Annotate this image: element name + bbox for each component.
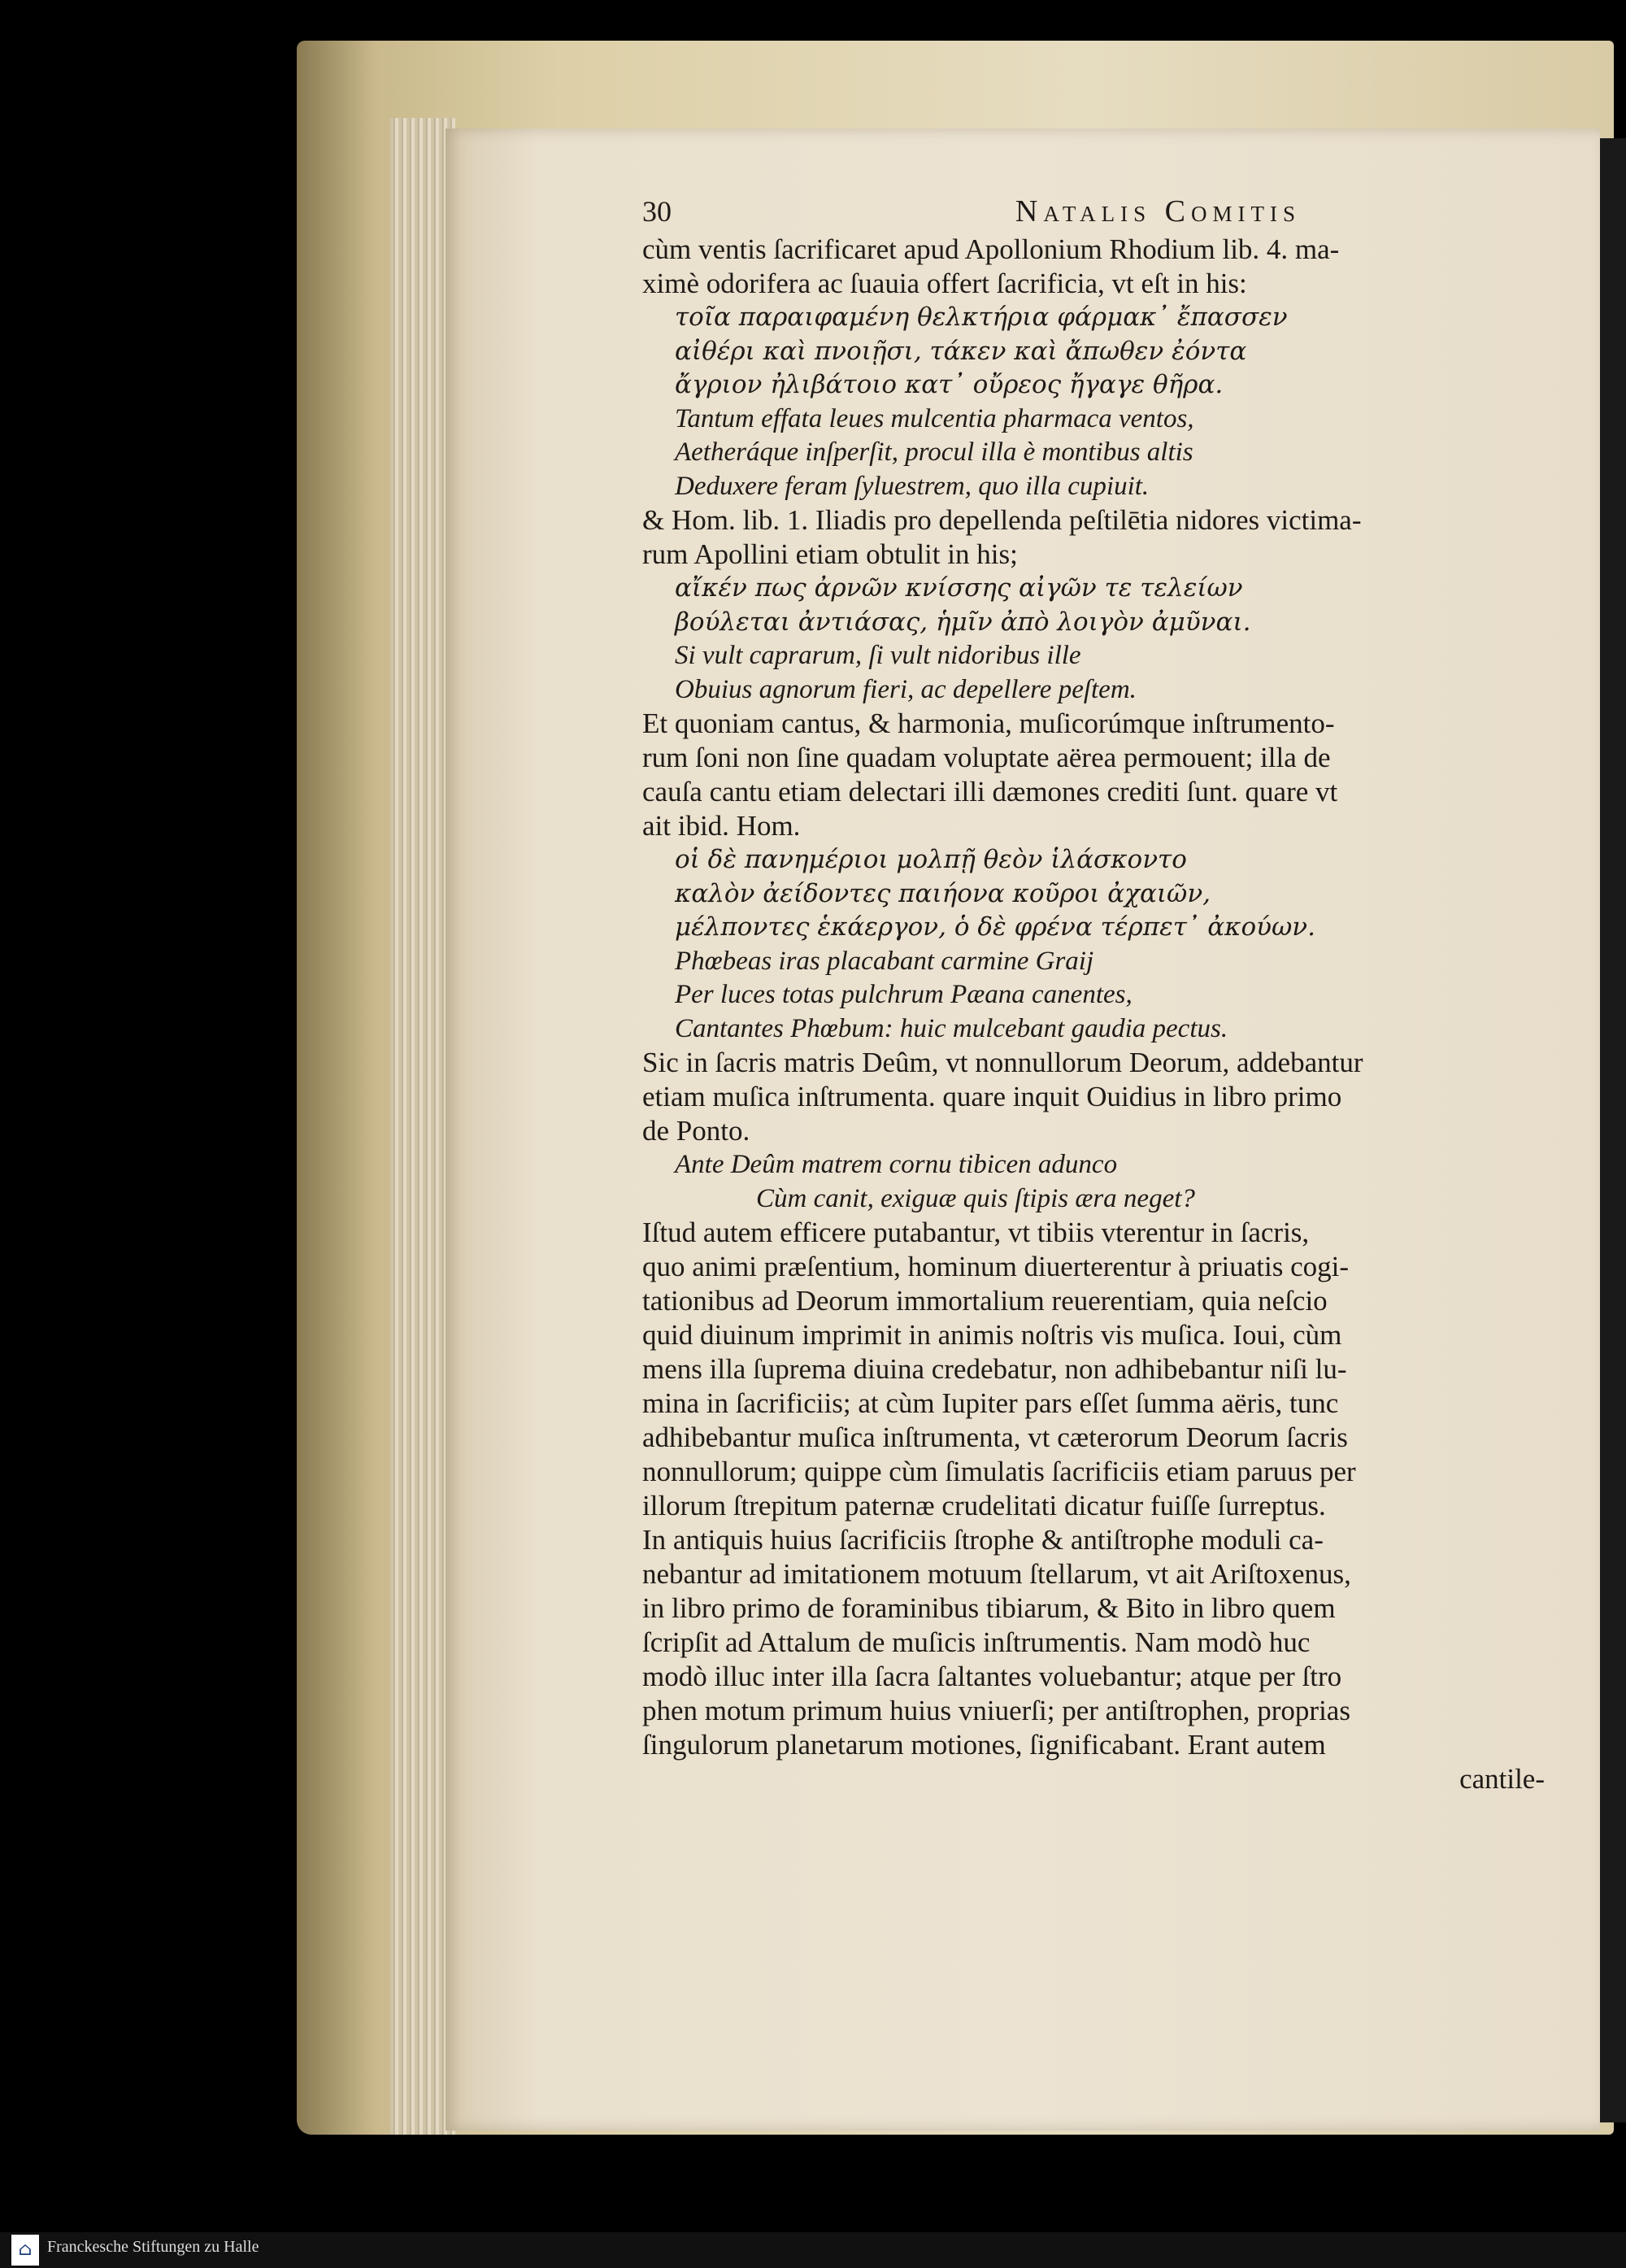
text-line: cùm ventis ſacrificaret apud Apollonium Rhodium lib. 4. ma- — [642, 233, 1340, 265]
latin-verse-line: Si vult caprarum, ſi vult nidoribus ille — [675, 641, 1081, 670]
text-line: modò illuc inter illa ſacra ſaltantes voluebantur; atque per ſtro — [642, 1661, 1342, 1692]
greek-verse-line: αἰθέρι καὶ πνοιῇσι, τάκεν καὶ ἄπωθεν ἐόντα — [675, 336, 1247, 366]
greek-verse-line: αἴκέν πως ἀρνῶν κνίσσης αἰγῶν τε τελείων — [675, 573, 1243, 603]
text-line: quo animi præſentium, hominum diuerterentur à priuatis cogi- — [642, 1251, 1349, 1282]
page-text-block — [642, 194, 1569, 1796]
greek-verse-line: οἱ δὲ πανημέριοι μολπῇ θεὸν ἱλάσκοντο — [675, 845, 1187, 874]
running-head-title: Natalis Comitis — [1015, 194, 1301, 229]
greek-verse-line: τοῖα παραιφαμένη θελκτήρια φάρμακ᾽ ἔπασσεν — [675, 303, 1288, 332]
text-line: Sic in ſacris matris Deûm, vt nonnullorum Deorum, addebantur — [642, 1047, 1363, 1078]
text-line: & Hom. lib. 1. Iliadis pro depellenda peſtilētia nidores victima- — [642, 504, 1362, 536]
text-line: rum Apollini etiam obtulit in his; — [642, 538, 1018, 570]
latin-verse-line: Deduxere feram ſyluestrem, quo illa cupiuit. — [675, 471, 1150, 501]
text-lines — [642, 233, 1569, 1762]
text-line: adhibebantur muſica inſtrumenta, vt cæterorum Deorum ſacris — [642, 1421, 1348, 1453]
latin-verse-line: Ante Deûm matrem cornu tibicen adunco — [675, 1150, 1118, 1179]
text-line: Iſtud autem efficere putabantur, vt tibiis vterentur in ſacris, — [642, 1217, 1310, 1248]
catchword: cantile- — [1459, 1763, 1545, 1795]
text-line: nonnullorum; quippe cùm ſimulatis ſacrificiis etiam paruus per — [642, 1456, 1356, 1487]
latin-verse-line: Aetheráque inſperſit, procul illa è montibus altis — [675, 437, 1193, 467]
latin-verse-line: Tantum effata leues mulcentia pharmaca ventos, — [675, 403, 1194, 433]
greek-verse-line: βούλεται ἀντιάσας, ἡμῖν ἀπὸ λοιγὸν ἀμῦναι. — [675, 607, 1251, 637]
text-line: cauſa cantu etiam delectari illi dæmones crediti ſunt. quare vt — [642, 776, 1338, 808]
text-line: illorum ſtrepitum paternæ crudelitati dicatur fuiſſe ſurreptus. — [642, 1490, 1326, 1521]
text-line: In antiquis huius ſacrificiis ſtrophe & antiſtrophe moduli ca- — [642, 1524, 1324, 1556]
text-line: mens illa ſuprema diuina credebatur, non adhibebantur niſi lu- — [642, 1353, 1347, 1385]
halle-foundation-logo-icon: ⌂ — [11, 2235, 39, 2266]
text-line: ſingulorum planetarum motiones, ſignificabant. Erant autem — [642, 1729, 1326, 1761]
text-line: nebantur ad imitationem motuum ſtellarum, vt ait Ariſtoxenus, — [642, 1558, 1351, 1590]
text-line: etiam muſica inſtrumenta. quare inquit Ouidius in libro primo — [642, 1081, 1342, 1112]
latin-verse-line: Cùm canit, exiguæ quis ſtipis æra neget? — [756, 1183, 1195, 1213]
text-line: ximè odorifera ac ſuauia offert ſacrificia, vt eſt in his: — [642, 268, 1247, 299]
text-line: ait ibid. Hom. — [642, 810, 801, 842]
facing-page-edge — [1600, 138, 1626, 2122]
text-line: mina in ſacrificiis; at cùm Iupiter pars eſſet ſumma aëris, tunc — [642, 1387, 1339, 1419]
page-number: 30 — [642, 195, 672, 228]
latin-verse-line: Cantantes Phœbum: huic mulcebant gaudia pectus. — [675, 1013, 1228, 1043]
text-line: in libro primo de foraminibus tibiarum, & Bito in libro quem — [642, 1592, 1336, 1624]
latin-verse-line: Phœbeas iras placabant carmine Graij — [675, 946, 1094, 976]
greek-verse-line: καλὸν ἀείδοντες παιήονα κοῦροι ἀχαιῶν, — [675, 878, 1211, 908]
text-line: phen motum primum huius vniuerſi; per antiſtrophen, proprias — [642, 1695, 1350, 1726]
greek-verse-line: μέλποντες ἑκάεργον, ὁ δὲ φρένα τέρπετ᾽ ἀκούων. — [675, 912, 1315, 942]
text-line: tationibus ad Deorum immortalium reuerentiam, quia neſcio — [642, 1285, 1328, 1317]
footer-institution: Franckesche Stiftungen zu Halle — [47, 2238, 259, 2256]
text-line: de Ponto. — [642, 1115, 750, 1147]
running-head — [642, 194, 1301, 229]
text-line: ſcripſit ad Attalum de muſicis inſtrumentis. Nam modò huc — [642, 1626, 1311, 1658]
latin-verse-line: Obuius agnorum fieri, ac depellere peſtem. — [675, 674, 1137, 704]
text-line: Et quoniam cantus, & harmonia, muſicorúmque inſtrumento- — [642, 707, 1335, 739]
greek-verse-line: ἄγριον ἠλιβάτοιο κατ᾽ οὔρεος ἤγαγε θῆρα. — [675, 370, 1224, 399]
latin-verse-line: Per luces totas pulchrum Pæana canentes, — [675, 980, 1133, 1009]
text-line: quid diuinum imprimit in animis noſtris vis muſica. Ioui, cùm — [642, 1319, 1342, 1351]
text-line: rum ſoni non ſine quadam voluptate aërea permouent; illa de — [642, 742, 1331, 773]
